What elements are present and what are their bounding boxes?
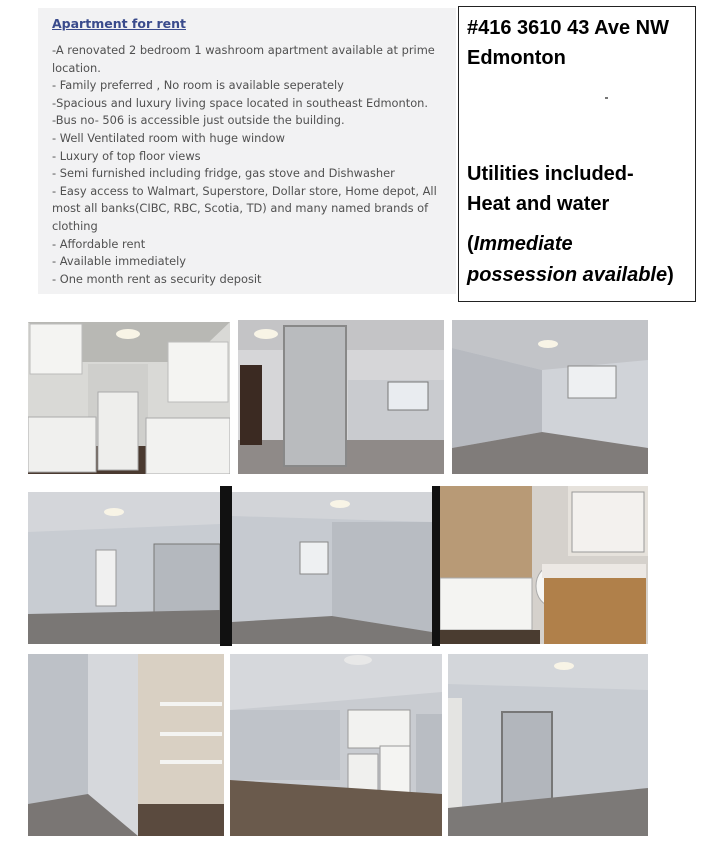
address-line-2: Edmonton xyxy=(467,47,566,69)
stray-mark xyxy=(605,97,608,99)
possession-text-1: Immediate xyxy=(473,233,573,255)
hallway-shelves-photo xyxy=(28,654,224,836)
bedroom-mirror-closet-photo xyxy=(448,654,648,836)
feature-item: - Available immediately xyxy=(52,254,187,269)
feature-item: - One month rent as security deposit xyxy=(52,271,262,286)
address-line-1: #416 3610 43 Ave NW xyxy=(467,17,669,39)
utilities-note xyxy=(467,159,634,219)
feature-item: - Easy access to Walmart, Superstore, Dollar store, Home depot, All most all banks(CIBC, RBC, Scotia, TD) and many named brands of clothing xyxy=(52,183,437,233)
feature-item: - Affordable rent xyxy=(52,236,146,251)
possession-open-paren: ( xyxy=(467,233,474,255)
feature-item: - Well Ventilated room with huge window xyxy=(52,130,285,145)
feature-item: - Family preferred , No room is available seperately xyxy=(52,78,344,93)
photo-divider xyxy=(220,486,232,646)
feature-item: -Bus no- 506 is accessible just outside the building. xyxy=(52,113,345,128)
feature-item: -A renovated 2 bedroom 1 washroom apartment available at prime location. xyxy=(52,43,435,75)
listing-title: Apartment for rent xyxy=(52,16,186,31)
address xyxy=(467,13,687,73)
living-kitchen-photo xyxy=(230,654,442,836)
entry-closet-photo xyxy=(238,320,444,474)
kitchen-photo xyxy=(28,322,230,474)
feature-item: -Spacious and luxury living space located in southeast Edmonton. xyxy=(52,95,429,110)
possession-close-paren: ) xyxy=(667,264,674,286)
feature-item: - Luxury of top floor views xyxy=(52,148,201,163)
bathroom-photo xyxy=(440,486,648,644)
bedroom-window-photo xyxy=(232,492,432,644)
living-room-photo xyxy=(452,320,648,474)
possession-text-2: possession available xyxy=(467,264,668,286)
photo-divider xyxy=(432,486,440,646)
feature-item: - Semi furnished including fridge, gas stove and Dishwasher xyxy=(52,166,395,181)
possession-note xyxy=(467,229,674,291)
utilities-line-2: Heat and water xyxy=(467,193,610,215)
listing-description-panel xyxy=(38,8,456,294)
bedroom-closet-photo xyxy=(28,492,220,644)
utilities-line-1: Utilities included- xyxy=(467,163,634,185)
feature-list xyxy=(52,42,442,288)
address-info-box xyxy=(458,6,696,302)
